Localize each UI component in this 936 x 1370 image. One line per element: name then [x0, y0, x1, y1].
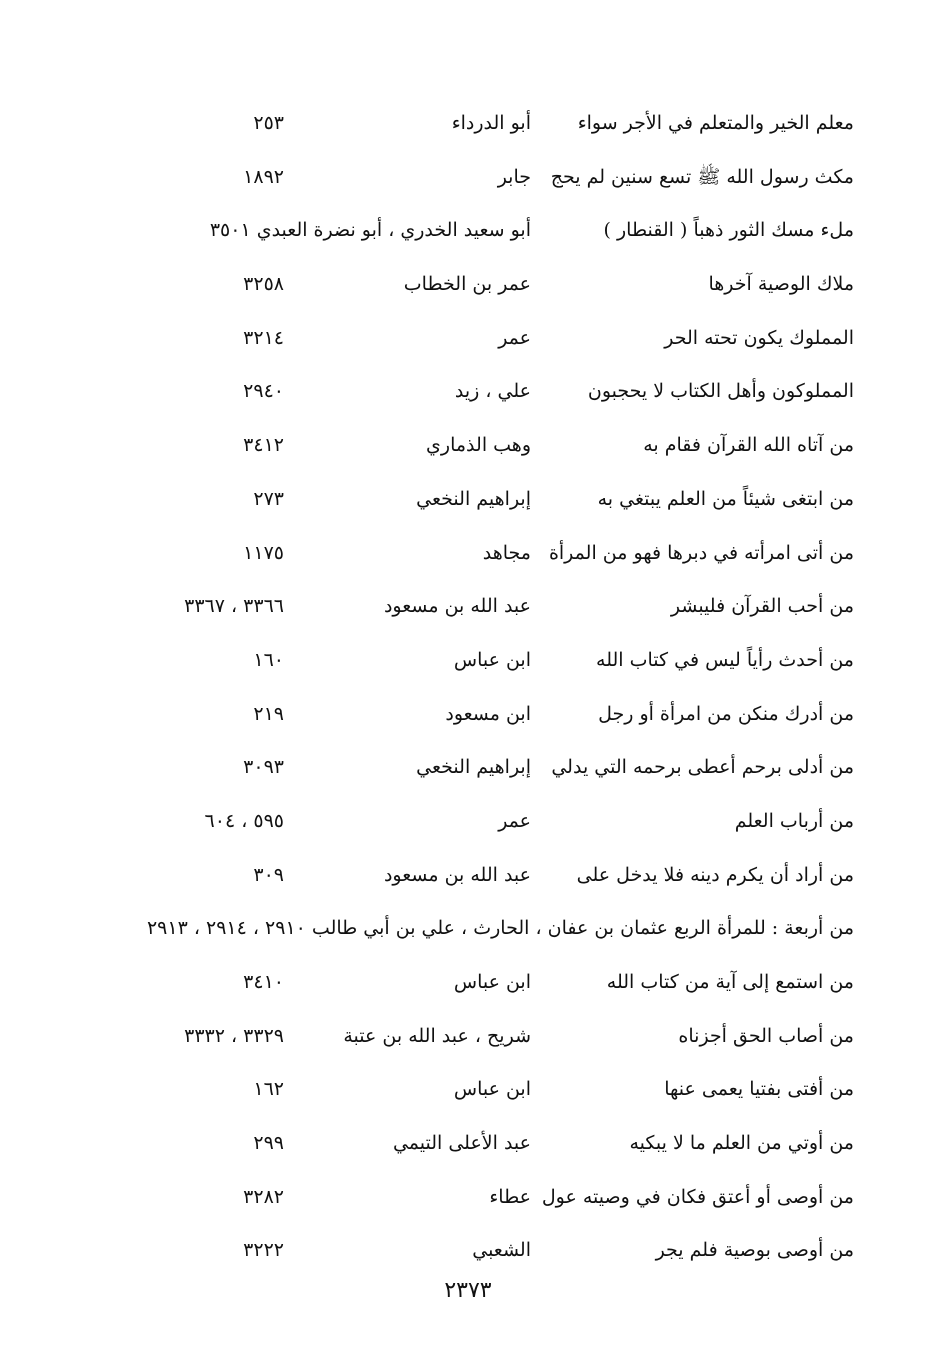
index-row — [0, 1224, 936, 1278]
hadith-numbers: ٢١٩ — [253, 702, 284, 725]
index-row — [0, 1063, 936, 1117]
index-row — [0, 258, 936, 312]
hadith-text: من أوصى بوصية فلم يجر — [655, 1239, 854, 1262]
hadith-numbers: ٣٤١٢ — [243, 434, 284, 457]
hadith-text: من أفتى بفتيا يعمى عنها — [664, 1078, 854, 1101]
narrator: أبو سعيد الخدري ، أبو نضرة العبدي ٣٥٠١ — [209, 219, 531, 242]
hadith-numbers: ٣٢٥٨ — [243, 273, 284, 296]
hadith-numbers: ١٦٠ — [253, 648, 284, 671]
hadith-text: من ابتغى شيئاً من العلم يبتغي به — [597, 487, 854, 510]
narrator: عبد الله بن مسعود — [383, 863, 531, 886]
hadith-text: المملوكون وأهل الكتاب لا يحجبون — [587, 380, 854, 403]
index-row — [0, 741, 936, 795]
hadith-numbers: ١٨٩٢ — [243, 165, 284, 188]
hadith-numbers: ٢٩٤٠ — [243, 380, 284, 403]
hadith-text: من أتى امرأته في دبرها فهو من المرأة — [548, 541, 854, 564]
index-row — [0, 956, 936, 1010]
narrator: إبراهيم النخعي — [416, 756, 531, 779]
hadith-numbers: ٢٩٩ — [253, 1132, 284, 1155]
narrator: ابن عباس — [453, 648, 531, 671]
hadith-numbers: ٣٣٦٦ ، ٣٣٦٧ — [184, 595, 284, 618]
hadith-text: من أدلى برحم أعطى برحمه التي يدلي — [551, 756, 854, 779]
page-number: ٢٣٧٣ — [444, 1278, 492, 1303]
hadith-numbers: ٢٥٣ — [253, 112, 284, 134]
hadith-text: من أدرك منكن من امرأة أو رجل — [598, 702, 854, 725]
narrator: الشعبي — [472, 1239, 531, 1262]
index-row — [0, 580, 936, 634]
hadith-text: من أوصى أو أعتق فكان في وصيته عول — [541, 1185, 854, 1208]
narrator: ابن مسعود — [445, 702, 531, 725]
hadith-text: من أرباب العلم — [734, 809, 854, 832]
hadith-numbers: ٥٩٥ ، ٦٠٤ — [204, 809, 284, 832]
narrator: وهب الذماري — [426, 434, 531, 457]
hadith-text: مكث رسول الله ﷺ تسع سنين لم يحج — [550, 165, 854, 188]
hadith-text: من أحب القرآن فليبشر — [670, 595, 854, 618]
narrator: ابن عباس — [453, 1078, 531, 1101]
narrator: علي ، زيد — [454, 380, 531, 403]
hadith-text: من أحدث رأياً ليس في كتاب الله — [596, 648, 854, 671]
index-row — [0, 151, 936, 205]
index-row — [0, 97, 936, 151]
index-row — [0, 1171, 936, 1225]
index-row — [0, 204, 936, 258]
hadith-text: من أراد أن يكرم دينه فلا يدخل على — [576, 863, 854, 886]
index-row — [0, 312, 936, 366]
index-row — [0, 634, 936, 688]
hadith-numbers: ٣٢٨٢ — [243, 1185, 284, 1208]
hadith-full-line: من أربعة : للمرأة الربع عثمان بن عفان ، الحارث ، علي بن أبي طالب ٢٩١٠ ، ٢٩١٤ ، ٢٩١٣ — [146, 917, 854, 940]
index-row — [0, 1117, 936, 1171]
narrator: ابن عباس — [453, 971, 531, 993]
narrator: عمر بن الخطاب — [403, 273, 531, 296]
narrator: مجاهد — [482, 541, 531, 564]
hadith-numbers: ١١٧٥ — [243, 541, 284, 564]
index-row — [0, 795, 936, 849]
hadith-text: من أوتي من العلم ما لا يبكيه — [629, 1132, 854, 1155]
index-row — [0, 688, 936, 742]
narrator: إبراهيم النخعي — [416, 487, 531, 510]
hadith-text: من آتاه الله القرآن فقام به — [643, 434, 854, 457]
hadith-numbers: ٣٢١٤ — [243, 326, 284, 349]
hadith-numbers: ٣٣٢٩ ، ٣٣٣٢ — [184, 1024, 284, 1047]
narrator: شريح ، عبد الله بن عتبة — [343, 1024, 531, 1047]
narrator: عمر — [498, 326, 531, 349]
narrator: عبد الله بن مسعود — [383, 595, 531, 618]
narrator: جابر — [497, 165, 531, 188]
hadith-numbers: ٢٧٣ — [253, 487, 284, 510]
hadith-text: ملء مسك الثور ذهباً ( القنطار ) — [603, 219, 854, 242]
narrator: عمر — [498, 809, 531, 832]
hadith-text: المملوك يكون تحته الحر — [664, 326, 854, 349]
narrator: عطاء — [489, 1185, 531, 1208]
hadith-numbers: ٣٤١٠ — [243, 971, 284, 993]
index-row — [0, 365, 936, 419]
hadith-text: من أصاب الحق أجزناه — [678, 1024, 854, 1047]
index-row — [0, 527, 936, 581]
narrator: أبو الدرداء — [451, 112, 531, 134]
hadith-numbers: ١٦٢ — [253, 1078, 284, 1101]
index-row — [0, 1010, 936, 1064]
hadith-numbers: ٣٢٢٢ — [243, 1239, 284, 1262]
hadith-text: من استمع إلى آية من كتاب الله — [606, 971, 854, 993]
index-row — [0, 902, 936, 956]
hadith-text: ملاك الوصية آخرها — [708, 273, 854, 296]
narrator: عبد الأعلى التيمي — [392, 1132, 531, 1155]
index-table — [0, 97, 936, 1278]
index-row — [0, 473, 936, 527]
index-row — [0, 849, 936, 903]
hadith-numbers: ٣٠٩ — [253, 863, 284, 886]
index-row — [0, 419, 936, 473]
hadith-text: معلم الخير والمتعلم في الأجر سواء — [577, 112, 854, 134]
hadith-numbers: ٣٠٩٣ — [243, 756, 284, 779]
